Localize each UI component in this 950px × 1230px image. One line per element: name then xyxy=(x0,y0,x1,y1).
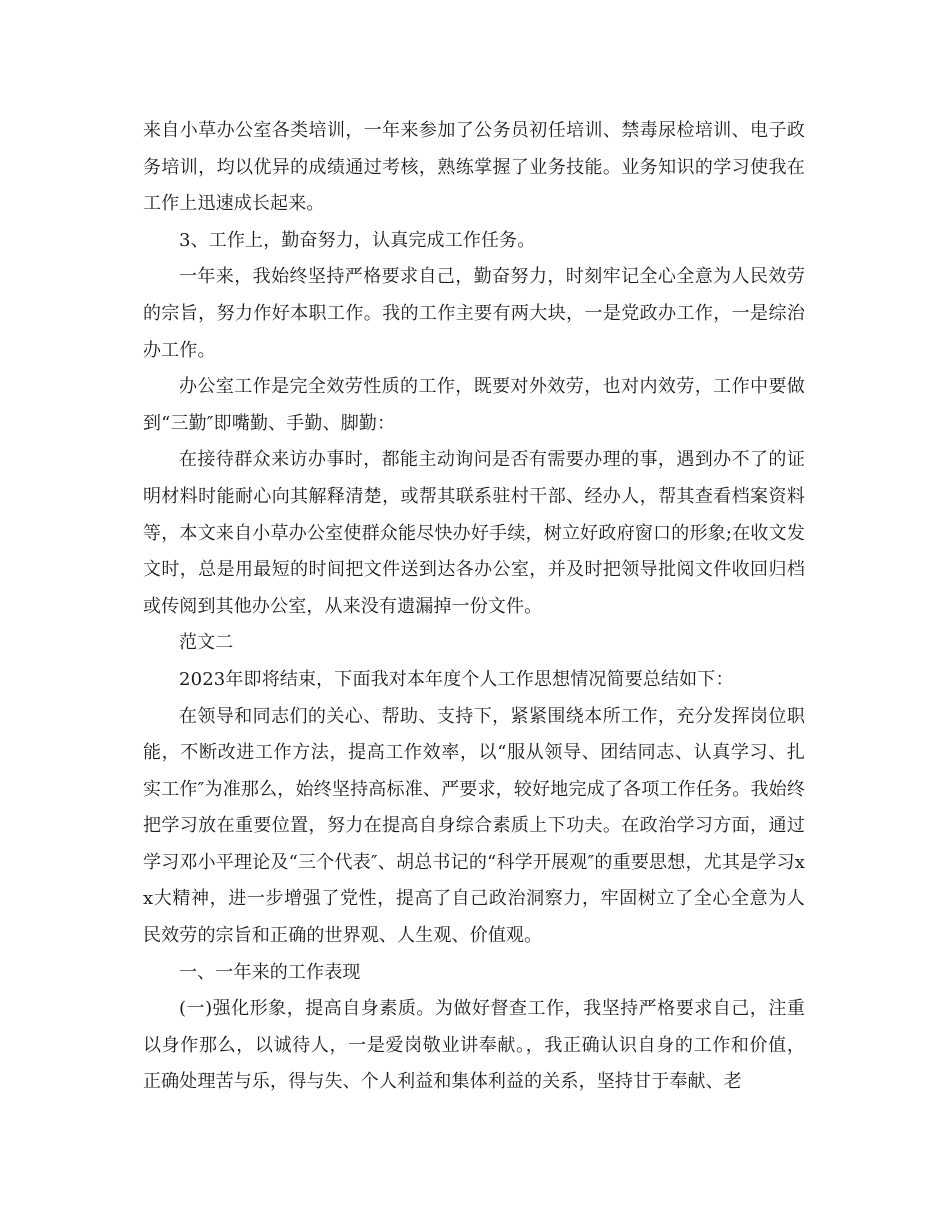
paragraph-section-3-heading: 3、工作上，勤奋努力，认真完成工作任务。 xyxy=(179,229,536,251)
paragraph-year-summary-intro: 2023年即将结束，下面我对本年度个人工作思想情况简要总结如下： xyxy=(179,668,734,690)
paragraph-section-one-heading: 一、一年来的工作表现 xyxy=(179,961,361,983)
paragraph-study-summary: 在领导和同志们的关心、帮助、支持下，紧紧围绕本所工作，充分发挥岗位职能，不断改进工作方法，提高工作效率，以“服从领导、团结同志、认真学习、扎实工作″为准那么，始终坚持高标准、严要求，较好地完成了各项工作任务。我始终把学习放在重要位置，努力在提高自身综合素质上下功夫。在政治学习方面，通过学习邓小平理论及“三个代表″、胡总书记的“科学开展观″的重要思想，尤其是学习xx大精神，进一步增强了党性，提高了自己政治洞察力，牢固树立了全心全意为人民效劳的宗旨和正确的世界观、人生观、价值观。 xyxy=(143,705,805,947)
paragraph-reception-details: 在接待群众来访办事时，都能主动询问是否有需要办理的事，遇到办不了的证明材料时能耐心向其解释清楚，或帮其联系驻村干部、经办人，帮其查看档案资料等，本文来自小草办公室使群众能尽快办好手续，树立好政府窗口的形象;在收文发文时，总是用最短的时间把文件送到达各办公室，并及时把领导批阅文件收回归档或传阅到其他办公室，从来没有遗漏掉一份文件。 xyxy=(143,449,805,617)
paragraph-sample-two-heading: 范文二 xyxy=(179,632,234,654)
paragraph-work-duties: 一年来，我始终坚持严格要求自己，勤奋努力，时刻牢记全心全意为人民效劳的宗旨，努力作好本职工作。我的工作主要有两大块，一是党政办工作，一是综治办工作。 xyxy=(143,266,805,361)
paragraph-office-service: 办公室工作是完全效劳性质的工作，既要对外效劳，也对内效劳，工作中要做到“三勤″即嘴勤、手勤、脚勤： xyxy=(143,376,805,434)
paragraph-training-continued: 来自小草办公室各类培训，一年来参加了公务员初任培训、禁毒尿检培训、电子政务培训，均以优异的成绩通过考核，熟练掌握了业务技能。业务知识的学习使我在工作上迅速成长起来。 xyxy=(143,120,805,215)
paragraph-image-quality: (一)强化形象，提高自身素质。为做好督查工作，我坚持严格要求自己，注重以身作那么，以诚待人，一是爱岗敬业讲奉献。，我正确认识自身的工作和价值，正确处理苦与乐，得与失、个人利益和集体利益的关系，坚持甘于奉献、老 xyxy=(143,998,805,1093)
document-body xyxy=(143,113,805,1101)
